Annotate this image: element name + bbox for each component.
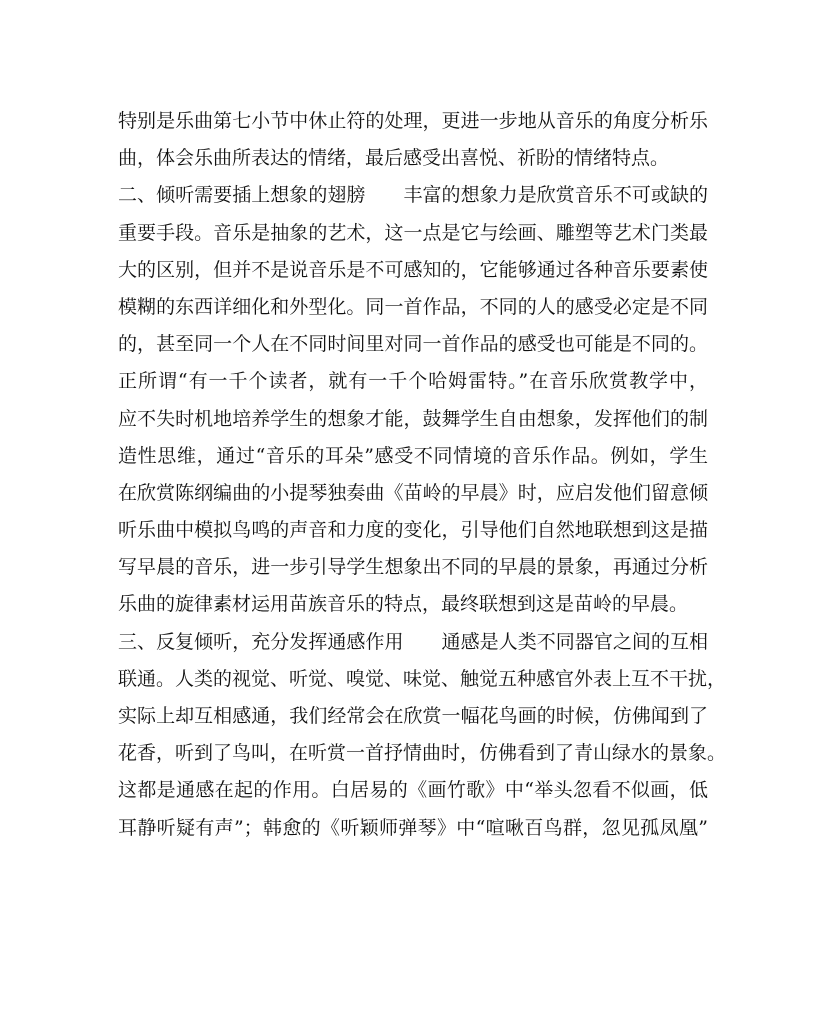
text-line: 应不失时机地培养学生的想象才能，鼓舞学生自由想象，发挥他们的制 xyxy=(118,407,708,430)
text-line: 模糊的东西详细化和外型化。同一首作品，不同的人的感受必定是不同 xyxy=(118,295,708,318)
text-line: 大的区别，但并不是说音乐是不可感知的，它能够通过各种音乐要素使 xyxy=(118,258,708,281)
text-line: 实际上却互相感通，我们经常会在欣赏一幅花鸟画的时候，仿佛闻到了 xyxy=(118,705,708,727)
text-line: 这都是通感在起的作用。白居易的《画竹歌》中“举头忽看不似画，低 xyxy=(118,779,708,802)
text-line: 在欣赏陈纲编曲的小提琴独奏曲《苗岭的早晨》时，应启发他们留意倾 xyxy=(118,481,708,504)
body-text xyxy=(118,103,727,847)
text-line: 曲，体会乐曲所表达的情绪，最后感受出喜悦、祈盼的情绪特点。 xyxy=(118,147,670,170)
section-heading-line: 二、倾听需要插上想象的翅膀 丰富的想象力是欣赏音乐不可或缺的 xyxy=(118,184,708,207)
text-line: 乐曲的旋律素材运用苗族音乐的特点，最终联想到这是苗岭的早晨。 xyxy=(118,593,689,616)
text-line: 正所谓“有一千个读者，就有一千个哈姆雷特。”在音乐欣赏教学中， xyxy=(118,370,708,393)
text-line: 重要手段。音乐是抽象的艺术，这一点是它与绘画、雕塑等艺术门类最 xyxy=(118,221,708,244)
text-line: 听乐曲中模拟鸟鸣的声音和力度的变化，引导他们自然地联想到这是描 xyxy=(118,519,708,542)
text-line: 造性思维，通过“音乐的耳朵”感受不同情境的音乐作品。例如，学生 xyxy=(118,444,708,467)
text-line: 的，甚至同一个人在不同时间里对同一首作品的感受也可能是不同的。 xyxy=(118,333,708,356)
text-line: 花香，听到了鸟叫，在听赏一首抒情曲时，仿佛看到了青山绿水的景象。 xyxy=(118,742,727,765)
text-line: 写早晨的音乐，进一步引导学生想象出不同的早晨的景象，再通过分析 xyxy=(118,556,708,579)
text-line: 联通。人类的视觉、听觉、嗅觉、味觉、触觉五种感官外表上互不干扰， xyxy=(118,667,727,690)
text-line: 耳静听疑有声”；韩愈的《听颖师弹琴》中“喧啾百鸟群，忽见孤凤凰” xyxy=(118,816,708,839)
section-heading-line: 三、反复倾听，充分发挥通感作用 通感是人类不同器官之间的互相 xyxy=(118,630,708,653)
text-line: 特别是乐曲第七小节中休止符的处理，更进一步地从音乐的角度分析乐 xyxy=(118,110,708,132)
